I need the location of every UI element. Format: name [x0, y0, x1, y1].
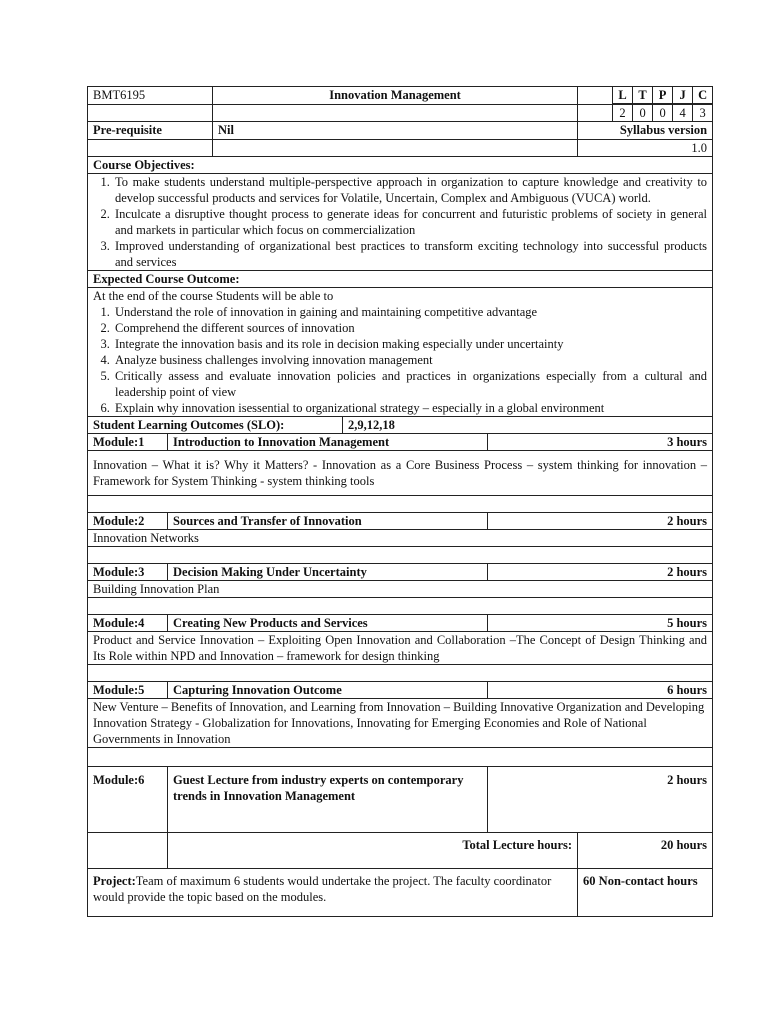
- blank-cell: [213, 105, 578, 122]
- outcome-item: 3. Integrate the innovation basis and its role in decision making especially under uncertainty: [113, 336, 707, 352]
- module-content: New Venture – Benefits of Innovation, and Learning from Innovation – Building Innovative Organization and Developing Innovation Strategy - Globalization for Innovations, Innovating for Emerging Economies and Role of National Governments in Innovation: [88, 699, 713, 748]
- spacer-row: [88, 598, 713, 615]
- project-text: Team of maximum 6 students would undertake the project. The faculty coordinator would provide the topic based on the modules.: [93, 874, 552, 904]
- module-content: Innovation – What it is? Why it Matters? - Innovation as a Core Business Process – system thinking for innovation – Framework for System Thinking - system thinking tools: [88, 451, 713, 496]
- ltpjc-cell: [578, 87, 713, 105]
- prereq-label: Pre-requisite: [88, 122, 213, 140]
- spacer-row: [88, 748, 713, 767]
- objective-item: 3. Improved understanding of organizational best practices to transform exciting technology into successful products and services: [113, 238, 707, 270]
- prereq-value: Nil: [213, 122, 578, 140]
- module-hours: 2 hours: [488, 513, 713, 530]
- blank-cell: [213, 140, 578, 157]
- ltpjc-label: J: [673, 87, 693, 104]
- project-label: Project:: [93, 874, 136, 888]
- module-hours: 5 hours: [488, 615, 713, 632]
- module-title: Decision Making Under Uncertainty: [168, 564, 488, 581]
- syllabus-version-value: 1.0: [578, 140, 713, 157]
- objectives-list-cell: [88, 174, 713, 271]
- module-label: Module:1: [88, 434, 168, 451]
- ltpjc-label: T: [633, 87, 653, 104]
- module-hours: 6 hours: [488, 682, 713, 699]
- total-hours-label: Total Lecture hours:: [168, 833, 578, 869]
- module-title: Introduction to Innovation Management: [168, 434, 488, 451]
- course-title: Innovation Management: [213, 87, 578, 105]
- spacer-row: [88, 665, 713, 682]
- module-title: Capturing Innovation Outcome: [168, 682, 488, 699]
- outcome-item: 2. Comprehend the different sources of innovation: [113, 320, 707, 336]
- outcome-item: 1. Understand the role of innovation in gaining and maintaining competitive advantage: [113, 304, 707, 320]
- objectives-list: [93, 174, 707, 270]
- blank-cell: [88, 833, 168, 869]
- slo-value: 2,9,12,18: [343, 417, 713, 434]
- ltpjc-value: 3: [699, 106, 706, 120]
- module-content: Product and Service Innovation – Exploiting Open Innovation and Collaboration –The Concept of Design Thinking and Its Role within NPD and Innovation – framework for design thinking: [88, 632, 713, 665]
- module-label: Module:4: [88, 615, 168, 632]
- outcome-item: 4. Analyze business challenges involving innovation management: [113, 352, 707, 368]
- outcomes-heading: Expected Course Outcome:: [88, 271, 713, 288]
- ltpjc-label: C: [693, 87, 712, 104]
- objective-item: 1. To make students understand multiple-perspective approach in organization to capture knowledge and creativity to develop successful products and services for Volatile, Uncertain, Complex and Ambiguous (VUCA) world.: [113, 174, 707, 206]
- blank-cell: [88, 105, 213, 122]
- module-hours: 2 hours: [488, 564, 713, 581]
- module-title: Creating New Products and Services: [168, 615, 488, 632]
- ltpjc-value: 2: [613, 105, 633, 121]
- module-title: Guest Lecture from industry experts on contemporary trends in Innovation Management: [168, 767, 488, 833]
- outcome-item: 6. Explain why innovation isessential to organizational strategy – especially in a global environment: [113, 400, 707, 416]
- module-label: Module:5: [88, 682, 168, 699]
- slo-label: Student Learning Outcomes (SLO):: [88, 417, 343, 434]
- ltpjc-label: P: [653, 87, 673, 104]
- outcome-item: 5. Critically assess and evaluate innovation policies and practices in organizations especially from a cultural and leadership point of view: [113, 368, 707, 400]
- ltpjc-value: 0: [653, 105, 673, 121]
- objectives-heading: Course Objectives:: [88, 157, 713, 174]
- module-label: Module:2: [88, 513, 168, 530]
- total-hours-value: 20 hours: [578, 833, 713, 869]
- blank-cell: [88, 140, 213, 157]
- ltpjc-values-cell: [578, 105, 713, 122]
- project-cell: [88, 869, 578, 917]
- objective-item: 2. Inculcate a disruptive thought process to generate ideas for concurrent and futuristic problems of society in general and markets in particular which focus on commercialization: [113, 206, 707, 238]
- module-hours: 3 hours: [488, 434, 713, 451]
- module-content: Innovation Networks: [88, 530, 713, 547]
- course-code: BMT6195: [88, 87, 213, 105]
- ltpjc-label: L: [613, 87, 633, 104]
- module-label: Module:6: [88, 767, 168, 833]
- syllabus-version-label: Syllabus version: [578, 122, 713, 140]
- module-title: Sources and Transfer of Innovation: [168, 513, 488, 530]
- spacer-row: [88, 496, 713, 513]
- spacer-row: [88, 547, 713, 564]
- syllabus-table: [87, 86, 713, 917]
- syllabus-page: [87, 86, 712, 917]
- outcomes-list-cell: [88, 288, 713, 417]
- module-hours: 2 hours: [488, 767, 713, 833]
- ltpjc-value: 4: [673, 105, 693, 121]
- outcomes-intro: At the end of the course Students will be able to: [93, 289, 334, 303]
- module-content: Building Innovation Plan: [88, 581, 713, 598]
- outcomes-list: [93, 304, 707, 416]
- project-hours: 60 Non-contact hours: [578, 869, 713, 917]
- ltpjc-value: 0: [633, 105, 653, 121]
- module-label: Module:3: [88, 564, 168, 581]
